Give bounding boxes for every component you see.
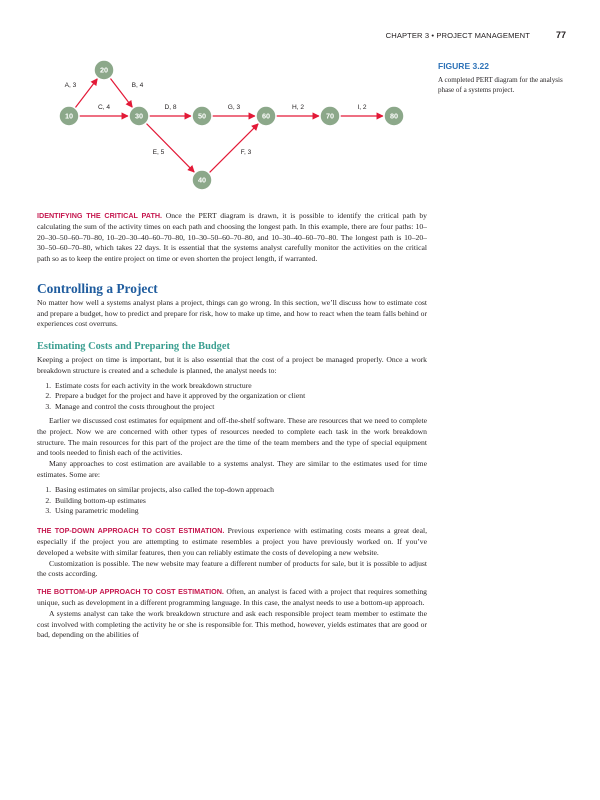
edge-label-70-80: I, 2	[357, 104, 367, 111]
bottomup-heading: THE BOTTOM-UP APPROACH TO COST ESTIMATION.	[37, 587, 224, 597]
edge-arrow-10-20	[75, 79, 97, 108]
edge-label-60-70: H, 2	[291, 104, 305, 111]
list-item: 1. Basing estimates on similar projects, also called the top-down approach	[53, 485, 427, 496]
bottomup-text: Often, an analyst is faced with a project that requires something unique, such as development in a different programming language. In this case, the analyst needs to use a bottom-up approach.	[37, 587, 427, 607]
topdown-paragraph	[37, 526, 427, 558]
cost-approaches-list	[37, 485, 427, 517]
list-item: 3. Using parametric modeling	[53, 506, 427, 517]
pert-diagram	[0, 0, 600, 200]
node-label-80: 80	[389, 111, 399, 121]
subsection-p3: Many approaches to cost estimation are available to a systems analyst. They are similar to the estimates used for time estimates. Some are:	[37, 459, 427, 479]
edge-label-10-20: A, 3	[64, 82, 77, 89]
section-title: Controlling a Project	[37, 280, 158, 296]
node-50	[192, 106, 212, 126]
page-number: 77	[555, 30, 566, 40]
bottomup-text2: A systems analyst can take the work breakdown structure and ask each responsible project team member to estimate the cost involved with completing the activity he or she is responsible for. This method, however, yields estimates that are good or bad, depending on the abilities of	[37, 608, 427, 640]
subsection-title: Estimating Costs and Preparing the Budget	[37, 341, 230, 353]
figure-label: FIGURE 3.22	[438, 61, 490, 71]
body-text	[37, 211, 427, 641]
edge-arrow-20-30	[110, 78, 132, 107]
node-label-10: 10	[64, 111, 74, 121]
bottomup-paragraph	[37, 587, 427, 609]
critical-path-text: Once the PERT diagram is drawn, it is possible to identify the critical path by calculating the sum of the activity times on each path and choosing the longest path. In this example, there are four paths: 10–20–30–50–60–70–80, 10–20–30–40–60–70–80, 10–30–50–60–70–80, and 10–30–40–60–70–80. The longest path is 10–20–30–50–60–70–80, which takes 22 days. It is essential that the systems analyst carefully monitor the activities on the critical path so as to keep the entire project on time or even shorten the project length, if warranted.	[37, 211, 427, 264]
edge-label-30-50: D, 8	[164, 104, 177, 111]
budget-steps-list	[37, 381, 427, 413]
node-label-20: 20	[99, 65, 109, 75]
topdown-text: Previous experience with estimating costs means a great deal, especially if the project you are attempting to estimate resembles a project you have previously worked on. If you’ve developed a website with similar features, then you can reliably estimate the costs of developing a new website.	[37, 526, 427, 557]
figure-caption: A completed PERT diagram for the analysis phase of a systems project.	[438, 76, 563, 94]
topdown-heading: THE TOP-DOWN APPROACH TO COST ESTIMATION.	[37, 526, 225, 536]
node-10	[59, 106, 79, 126]
edge-label-10-30: C, 4	[97, 104, 111, 111]
node-label-70: 70	[325, 111, 335, 121]
chapter-title: CHAPTER 3 • PROJECT MANAGEMENT	[385, 31, 530, 40]
list-item: 1. Estimate costs for each activity in the work breakdown structure	[53, 381, 427, 392]
critical-path-paragraph	[37, 211, 427, 265]
subsection-p1: Keeping a project on time is important, but it is also essential that the cost of a project be managed properly. Once a work breakdown structure is created and a schedule is planned, the analyst needs to:	[37, 354, 427, 375]
node-30	[129, 106, 149, 126]
edge-label-50-60: G, 3	[227, 104, 241, 111]
node-70	[320, 106, 340, 126]
edge-label-20-30: B, 4	[131, 82, 144, 89]
section-intro: No matter how well a systems analyst plans a project, things can go wrong. In this section, we’ll discuss how to estimate cost and prepare a budget, how to predict and prepare for risk, how to make up time, and how to react when the team falls behind or experiences cost overruns.	[37, 297, 427, 329]
node-label-30: 30	[134, 111, 144, 121]
list-item: 2. Prepare a budget for the project and have it approved by the organization or client	[53, 391, 427, 402]
node-60	[256, 106, 276, 126]
topdown-text2: Customization is possible. The new website may feature a different number of products for sale, but it is possible to adjust the costs according.	[37, 558, 427, 579]
subsection-p2: Earlier we discussed cost estimates for equipment and off-the-shelf software. These are resources that we need to complete the project. Now we are concerned with other types of resources needed to complete each task in the work breakdown structure. The main resources for this part of the project are the time of the team members and the type of special equipment and tools needed to finish each of the activities.	[37, 415, 427, 458]
list-item: 3. Manage and control the costs throughout the project	[53, 402, 427, 413]
figure-caption-block	[438, 61, 563, 95]
node-20	[94, 60, 114, 80]
edge-label-30-40: E, 5	[152, 149, 165, 156]
node-label-60: 60	[261, 111, 271, 121]
node-80	[384, 106, 404, 126]
node-label-40: 40	[197, 175, 207, 185]
node-40	[192, 170, 212, 190]
edge-label-40-60: F, 3	[240, 149, 252, 156]
critical-path-heading: IDENTIFYING THE CRITICAL PATH.	[37, 211, 163, 220]
edge-arrow-30-40	[146, 123, 194, 172]
list-item: 2. Building bottom-up estimates	[53, 496, 427, 507]
node-label-50: 50	[197, 111, 207, 121]
